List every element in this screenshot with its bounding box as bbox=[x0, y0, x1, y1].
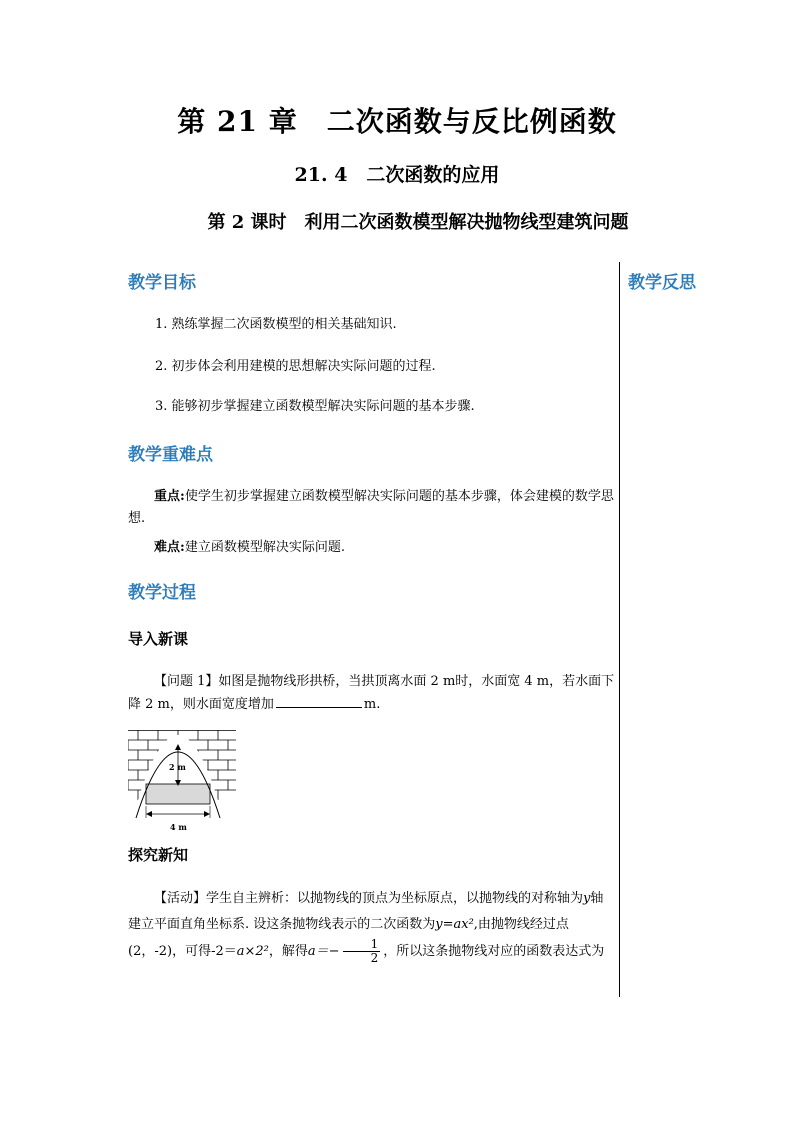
arch-bridge-figure bbox=[128, 730, 236, 834]
key-point-paragraph bbox=[128, 486, 616, 530]
answer-blank bbox=[276, 693, 362, 708]
activity-paragraph bbox=[128, 886, 616, 965]
problem-paragraph bbox=[128, 671, 616, 716]
difficult-point-paragraph bbox=[154, 537, 345, 559]
activity-text: -2)，可得-2＝ bbox=[154, 944, 237, 959]
difficult-point-label: 难点: bbox=[154, 540, 185, 555]
fraction-denominator: 2 bbox=[370, 951, 379, 965]
activity-text: 轴建立平面直角坐标系. 设这条抛物线表示的二次函数为 bbox=[128, 891, 604, 932]
equation: y=ax² bbox=[435, 917, 474, 932]
process-heading: 教学过程 bbox=[128, 583, 196, 603]
equation: a＝− bbox=[307, 944, 340, 959]
equation: a×2² bbox=[236, 944, 269, 959]
intro-heading: 导入新课 bbox=[128, 630, 189, 648]
water-region bbox=[146, 784, 210, 804]
activity-text: ，所以这条抛物线对应的函数表达式为 bbox=[383, 944, 605, 959]
key-point-label: 重点: bbox=[154, 489, 185, 504]
key-points-heading: 教学重难点 bbox=[128, 445, 213, 465]
activity-text: ，解得 bbox=[268, 944, 308, 959]
section-title: 21. 4 二次函数的应用 bbox=[294, 164, 500, 186]
width-label: 4 m bbox=[170, 822, 187, 832]
objective-item: 2. 初步体会利用建模的思想解决实际问题的过程. bbox=[155, 359, 436, 374]
chapter-title: 第 21 章 二次函数与反比例函数 bbox=[177, 105, 617, 138]
problem-unit: m. bbox=[363, 697, 381, 712]
fraction-numerator: 1 bbox=[343, 938, 381, 952]
key-point-text: 使学生初步掌握建立函数模型解决实际问题的基本步骤，体会建模的数学思想. bbox=[128, 489, 614, 526]
height-label: 2 m bbox=[169, 762, 186, 772]
objective-item: 3. 能够初步掌握建立函数模型解决实际问题的基本步骤. bbox=[155, 399, 475, 414]
activity-text: ,由抛物线经过点(2， bbox=[128, 917, 569, 959]
objective-item: 1. 熟练掌握二次函数模型的相关基础知识. bbox=[155, 317, 397, 332]
lesson-title: 第 2 课时 利用二次函数模型解决抛物线型建筑问题 bbox=[207, 212, 629, 233]
variable-y: y bbox=[583, 891, 591, 906]
column-divider bbox=[619, 262, 620, 997]
objectives-heading: 教学目标 bbox=[128, 273, 196, 293]
difficult-point-text: 建立函数模型解决实际问题. bbox=[184, 540, 345, 555]
problem-text: 如图是抛物线形拱桥，当拱顶离水面 2 m时，水面宽 4 m，若水面下降 2 m，则水面宽度增加 bbox=[128, 674, 615, 712]
fraction bbox=[343, 938, 381, 965]
problem-label: 【问题 1】 bbox=[154, 674, 219, 689]
explore-heading: 探究新知 bbox=[128, 846, 189, 864]
activity-label: 【活动】 bbox=[154, 891, 207, 906]
activity-text: 学生自主辨析：以抛物线的顶点为坐标原点，以抛物线的对称轴为 bbox=[206, 891, 584, 906]
reflection-heading: 教学反思 bbox=[628, 273, 696, 293]
